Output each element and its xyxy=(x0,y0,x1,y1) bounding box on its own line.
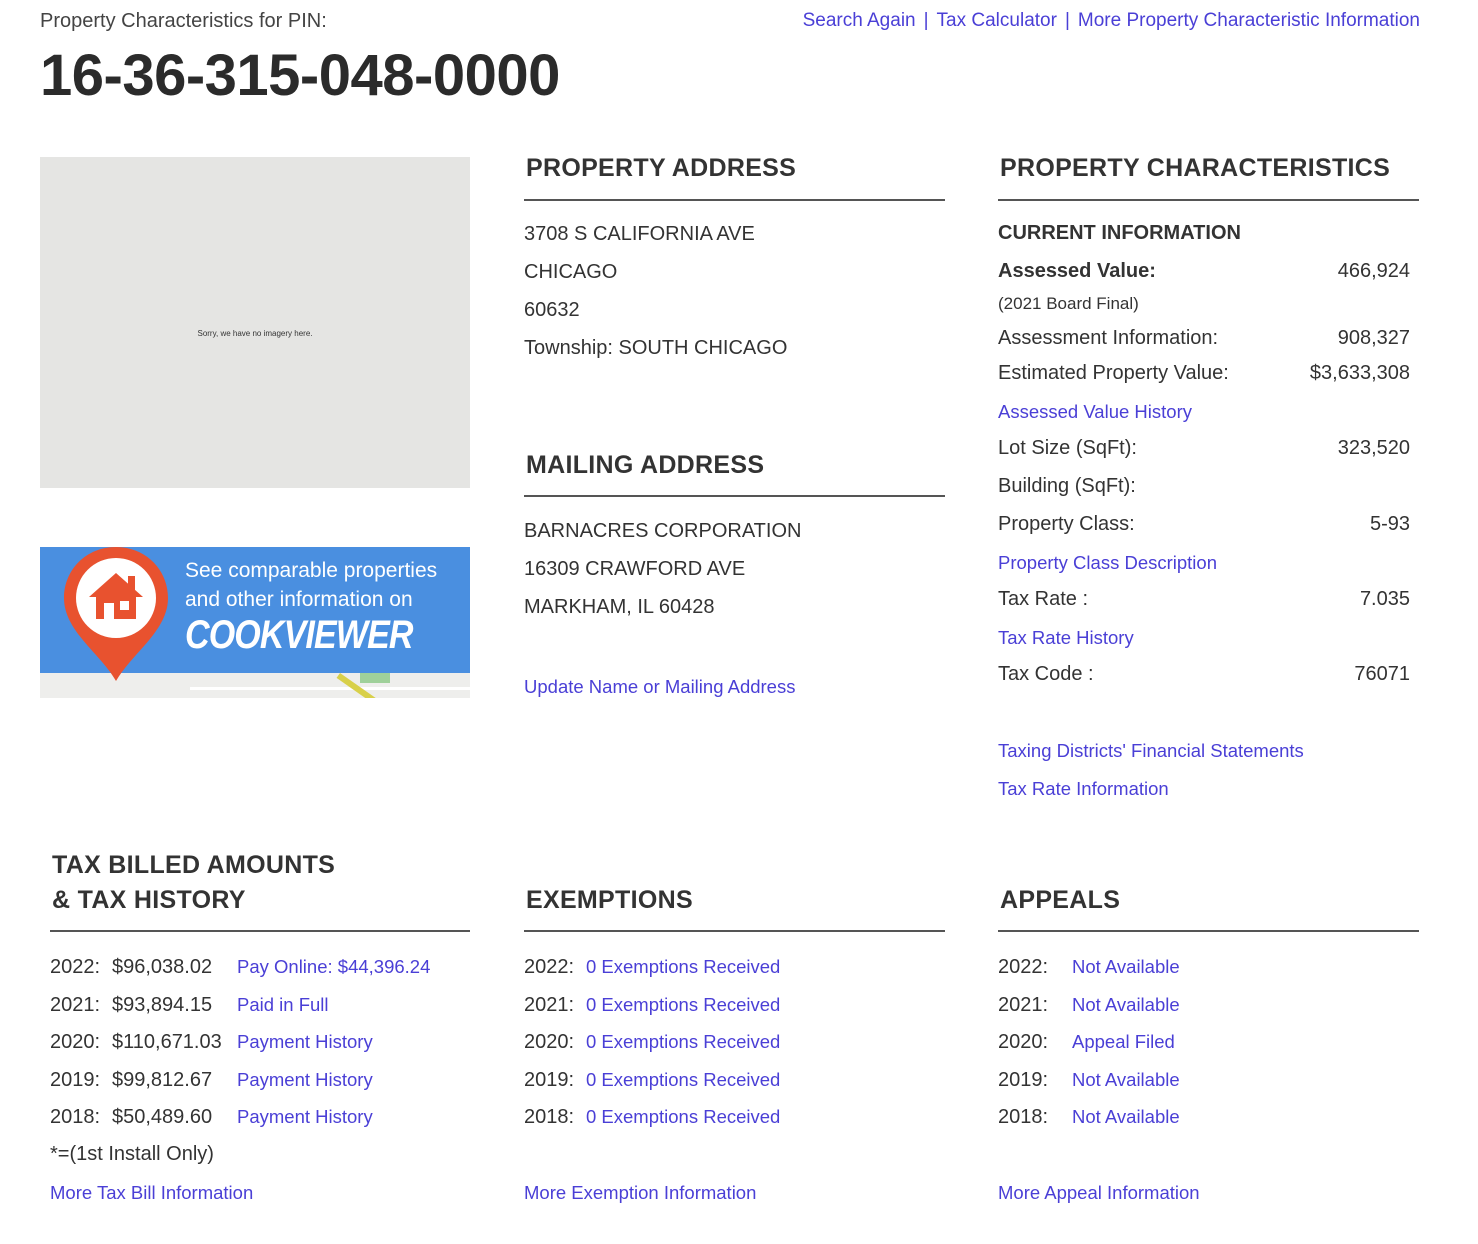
appeal-status-link[interactable]: Not Available xyxy=(1072,956,1180,977)
more-characteristics-link[interactable]: More Property Characteristic Information xyxy=(1077,10,1420,31)
banner-line-1: See comparable properties xyxy=(185,559,438,582)
tax-rate-row xyxy=(998,588,1410,618)
tax-billed-heading-line-1: TAX BILLED AMOUNTS xyxy=(52,851,336,879)
separator: | xyxy=(923,10,929,31)
exemptions-received-link[interactable]: 0 Exemptions Received xyxy=(586,1069,781,1090)
tax-amount: $50,489.60 xyxy=(112,1106,213,1128)
exemptions-received-link[interactable]: 0 Exemptions Received xyxy=(586,1031,781,1052)
divider xyxy=(998,930,1419,932)
assessment-info-row xyxy=(998,327,1410,357)
tax-rate-label: Tax Rate : xyxy=(998,588,1089,610)
address-line-city: CHICAGO xyxy=(524,261,618,283)
assessed-value-label: Assessed Value: xyxy=(998,260,1156,282)
exemption-year: 2022: xyxy=(524,956,575,978)
assessed-value-row xyxy=(998,260,1410,290)
mailing-line-name: BARNACRES CORPORATION xyxy=(524,520,802,542)
exemption-year: 2018: xyxy=(524,1106,575,1128)
tax-rate-information-link[interactable]: Tax Rate Information xyxy=(998,778,1169,799)
mailing-address-heading: MAILING ADDRESS xyxy=(526,451,765,479)
tax-year: 2022: xyxy=(50,956,101,978)
tax-year: 2018: xyxy=(50,1106,101,1128)
assessment-info-label: Assessment Information: xyxy=(998,327,1219,349)
property-class-value: 5-93 xyxy=(1369,513,1410,535)
appeals-heading: APPEALS xyxy=(1000,886,1121,914)
tax-calculator-link[interactable]: Tax Calculator xyxy=(936,10,1057,31)
financial-statements-link[interactable]: Taxing Districts' Financial Statements xyxy=(998,740,1304,761)
more-appeal-link[interactable]: More Appeal Information xyxy=(998,1182,1200,1203)
property-address-heading: PROPERTY ADDRESS xyxy=(526,154,797,182)
mailing-line-street: 16309 CRAWFORD AVE xyxy=(524,558,746,580)
mailing-line-city: MARKHAM, IL 60428 xyxy=(524,596,715,618)
property-map[interactable] xyxy=(40,157,470,488)
banner-map-road xyxy=(190,687,470,690)
exemption-year: 2019: xyxy=(524,1069,575,1091)
search-again-link[interactable]: Search Again xyxy=(802,10,916,31)
banner-line-2: and other information on xyxy=(185,588,413,611)
tax-amount: $99,812.67 xyxy=(112,1069,213,1091)
tax-billed-heading-line-2: & TAX HISTORY xyxy=(52,886,246,914)
cookviewer-banner[interactable] xyxy=(40,547,470,698)
update-mailing-address-link[interactable]: Update Name or Mailing Address xyxy=(524,676,796,697)
estimated-value: $3,633,308 xyxy=(1309,362,1410,384)
more-exemption-link[interactable]: More Exemption Information xyxy=(524,1182,757,1203)
divider xyxy=(524,930,945,932)
lot-size-value: 323,520 xyxy=(1337,437,1410,459)
tax-rate-history-link[interactable]: Tax Rate History xyxy=(998,627,1134,648)
estimated-value-row xyxy=(998,362,1410,392)
tax-amount: $110,671.03 xyxy=(112,1031,222,1053)
top-links xyxy=(803,10,1420,32)
appeal-year: 2019: xyxy=(998,1069,1049,1091)
tax-amount: $96,038.02 xyxy=(112,956,213,978)
building-size-label: Building (SqFt): xyxy=(998,475,1136,497)
tax-code-label: Tax Code : xyxy=(998,663,1094,685)
address-line-street: 3708 S CALIFORNIA AVE xyxy=(524,223,755,245)
property-class-row xyxy=(998,513,1410,543)
property-characteristics-heading: PROPERTY CHARACTERISTICS xyxy=(1000,154,1391,182)
address-line-zip: 60632 xyxy=(524,299,580,321)
appeal-status-link[interactable]: Not Available xyxy=(1072,994,1180,1015)
no-imagery-text: Sorry, we have no imagery here. xyxy=(197,329,313,338)
exemptions-heading: EXEMPTIONS xyxy=(526,886,693,914)
building-size-row xyxy=(998,475,1410,505)
property-class-label: Property Class: xyxy=(998,513,1135,535)
pin-number: 16-36-315-048-0000 xyxy=(40,43,560,108)
separator: | xyxy=(1064,10,1070,31)
exemption-year: 2020: xyxy=(524,1031,575,1053)
paid-in-full-link[interactable]: Paid in Full xyxy=(237,994,329,1015)
pin-label: Property Characteristics for PIN: xyxy=(40,10,327,32)
assessment-info-value: 908,327 xyxy=(1337,327,1410,349)
tax-amount: $93,894.15 xyxy=(112,994,213,1016)
banner-map-park xyxy=(360,673,390,683)
estimated-value-label: Estimated Property Value: xyxy=(998,362,1229,384)
exemptions-received-link[interactable]: 0 Exemptions Received xyxy=(586,956,781,977)
pay-online-link[interactable]: Pay Online: $44,396.24 xyxy=(237,956,431,977)
payment-history-link[interactable]: Payment History xyxy=(237,1106,373,1127)
lot-size-label: Lot Size (SqFt): xyxy=(998,437,1137,459)
tax-rate-value: 7.035 xyxy=(1359,588,1410,610)
divider xyxy=(998,199,1419,201)
payment-history-link[interactable]: Payment History xyxy=(237,1031,373,1052)
lot-size-row xyxy=(998,437,1410,467)
tax-year: 2019: xyxy=(50,1069,101,1091)
cookviewer-logo: COOKVIEWER xyxy=(185,613,413,657)
appeal-status-link[interactable]: Not Available xyxy=(1072,1069,1180,1090)
divider xyxy=(524,199,945,201)
exemptions-received-link[interactable]: 0 Exemptions Received xyxy=(586,994,781,1015)
assessed-value-history-link[interactable]: Assessed Value History xyxy=(998,401,1192,422)
appeal-status-link[interactable]: Not Available xyxy=(1072,1106,1180,1127)
divider xyxy=(524,495,945,497)
appeal-year: 2021: xyxy=(998,994,1049,1016)
map-pin-house-icon xyxy=(60,547,172,683)
assessed-value: 466,924 xyxy=(1337,260,1410,282)
install-note: *=(1st Install Only) xyxy=(50,1143,214,1165)
assessed-value-note: (2021 Board Final) xyxy=(998,294,1139,313)
address-line-township: Township: SOUTH CHICAGO xyxy=(524,337,788,359)
current-information-heading: CURRENT INFORMATION xyxy=(998,222,1241,244)
tax-year: 2021: xyxy=(50,994,101,1016)
appeal-year: 2020: xyxy=(998,1031,1049,1053)
payment-history-link[interactable]: Payment History xyxy=(237,1069,373,1090)
tax-code-row xyxy=(998,663,1410,693)
exemptions-received-link[interactable]: 0 Exemptions Received xyxy=(586,1106,781,1127)
appeal-year: 2018: xyxy=(998,1106,1049,1128)
tax-year: 2020: xyxy=(50,1031,101,1053)
appeal-year: 2022: xyxy=(998,956,1049,978)
appeal-status-link[interactable]: Appeal Filed xyxy=(1072,1031,1175,1052)
exemption-year: 2021: xyxy=(524,994,575,1016)
divider xyxy=(50,930,470,932)
tax-code-value: 76071 xyxy=(1354,663,1410,685)
property-class-description-link[interactable]: Property Class Description xyxy=(998,552,1217,573)
more-tax-bill-link[interactable]: More Tax Bill Information xyxy=(50,1182,254,1203)
